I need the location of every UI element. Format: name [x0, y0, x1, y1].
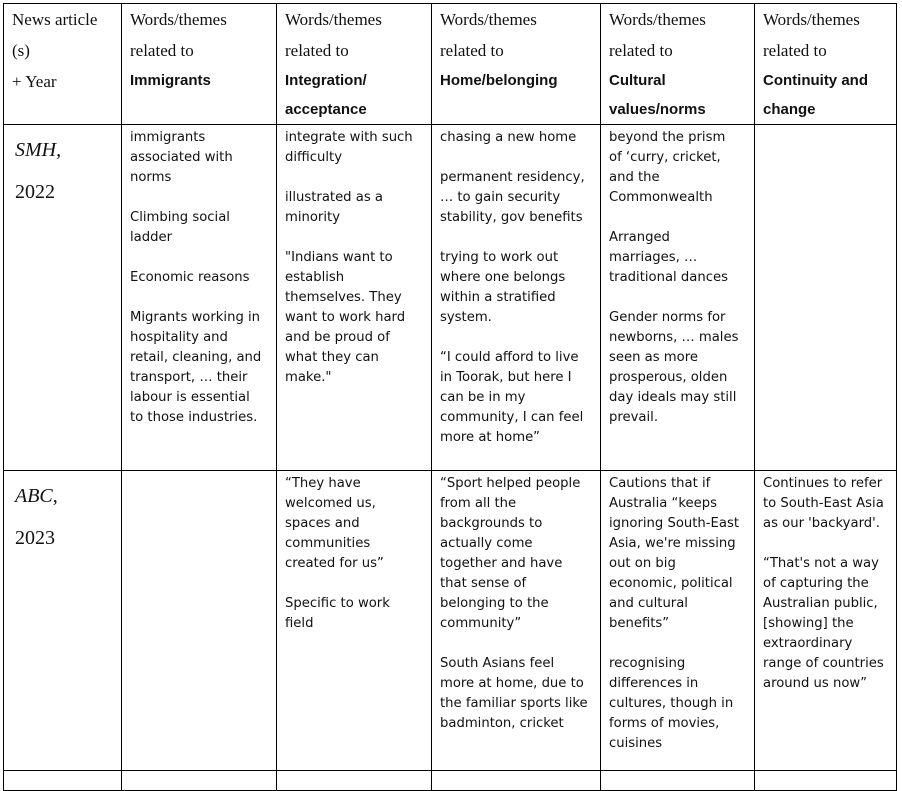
continuity-change-cell	[755, 471, 897, 771]
empty-cell	[122, 771, 277, 791]
cell-paragraph: South Asians feel more at home, due to the familiar sports like badminton, cricket	[440, 656, 588, 731]
header-text: (s)	[12, 41, 30, 60]
cell-paragraph: “That's not a way of capturing the Australian public, [showing] the extraordinary range of countries around us now”	[763, 556, 884, 691]
article-cell	[4, 471, 122, 771]
header-text: related to	[285, 41, 349, 60]
header-theme: Immigrants	[130, 72, 211, 89]
table-row-smh	[4, 125, 897, 471]
cell-paragraph: “I could afford to live in Toorak, but here I can be in my community, I can feel more at home”	[440, 350, 584, 445]
header-cultural-values-norms	[601, 4, 755, 125]
cell-paragraph: Economic reasons	[130, 270, 250, 285]
themes-table	[3, 3, 897, 791]
header-continuity-change	[755, 4, 897, 125]
immigrants-cell	[122, 125, 277, 471]
header-home-belonging	[432, 4, 601, 125]
cell-paragraph: "Indians want to establish themselves. They want to work hard and be proud of what they can make."	[285, 250, 406, 385]
header-theme: Home/belonging	[440, 72, 558, 89]
header-text: Words/themes	[609, 10, 706, 29]
immigrants-cell	[122, 471, 277, 771]
header-theme: Cultural	[609, 72, 666, 89]
header-theme: Integration/	[285, 72, 367, 89]
header-integration-acceptance	[277, 4, 432, 125]
cell-paragraph: illustrated as a minority	[285, 190, 383, 225]
cell-paragraph: Continues to refer to South-East Asia as our 'backyard'.	[763, 476, 884, 531]
header-theme: change	[763, 101, 816, 118]
article-source: SMH,	[15, 139, 62, 161]
cell-paragraph: permanent residency, … to gain security stability, gov benefits	[440, 170, 585, 225]
header-theme: values/norms	[609, 101, 706, 118]
header-news-article-year	[4, 4, 122, 125]
cell-paragraph: “Sport helped people from all the backgrounds to actually come together and have that sense of belonging to the community”	[440, 476, 581, 631]
cell-paragraph: Gender norms for newborns, … males seen as more prosperous, olden day ideals may still prevail.	[609, 310, 739, 425]
header-text: related to	[130, 41, 194, 60]
article-year: 2022	[15, 181, 55, 203]
empty-cell	[432, 771, 601, 791]
header-text: related to	[763, 41, 827, 60]
header-text: related to	[440, 41, 504, 60]
header-text: + Year	[12, 72, 57, 91]
integration-cell	[277, 471, 432, 771]
empty-cell	[755, 771, 897, 791]
header-theme: Continuity and	[763, 72, 868, 89]
header-text: related to	[609, 41, 673, 60]
cell-paragraph: Migrants working in hospitality and retail, cleaning, and transport, … their labour is essential to those industries.	[130, 310, 262, 425]
article-source: ABC,	[15, 485, 58, 507]
empty-cell	[601, 771, 755, 791]
header-text: News article	[12, 10, 98, 29]
article-year: 2023	[15, 527, 55, 549]
cultural-values-cell	[601, 125, 755, 471]
cell-paragraph: Specific to work field	[285, 596, 390, 631]
cell-paragraph: Cautions that if Australia “keeps ignoring South-East Asia, we're missing out on big economic, political and cultural benefits”	[609, 476, 740, 631]
cell-paragraph: “They have welcomed us, spaces and communities created for us”	[285, 476, 384, 571]
continuity-change-cell	[755, 125, 897, 471]
empty-cell	[4, 771, 122, 791]
cell-paragraph: beyond the prism of ‘curry, cricket, and the Commonwealth	[609, 130, 726, 205]
empty-cell	[277, 771, 432, 791]
home-belonging-cell	[432, 471, 601, 771]
home-belonging-cell	[432, 125, 601, 471]
header-text: Words/themes	[285, 10, 382, 29]
article-cell	[4, 125, 122, 471]
cell-paragraph: immigrants associated with norms	[130, 130, 233, 185]
header-text: Words/themes	[130, 10, 227, 29]
header-theme: acceptance	[285, 101, 367, 118]
header-text: Words/themes	[440, 10, 537, 29]
cell-paragraph: chasing a new home	[440, 130, 577, 145]
table-row-abc	[4, 471, 897, 771]
cultural-values-cell	[601, 471, 755, 771]
header-immigrants	[122, 4, 277, 125]
header-row	[4, 4, 897, 125]
cell-paragraph: trying to work out where one belongs within a stratified system.	[440, 250, 566, 325]
integration-cell	[277, 125, 432, 471]
header-text: Words/themes	[763, 10, 860, 29]
table-row-next	[4, 771, 897, 791]
cell-paragraph: Arranged marriages, … traditional dances	[609, 230, 728, 285]
cell-paragraph: integrate with such difficulty	[285, 130, 413, 165]
cell-paragraph: Climbing social ladder	[130, 210, 230, 245]
cell-paragraph: recognising differences in cultures, though in forms of movies, cuisines	[609, 656, 734, 751]
